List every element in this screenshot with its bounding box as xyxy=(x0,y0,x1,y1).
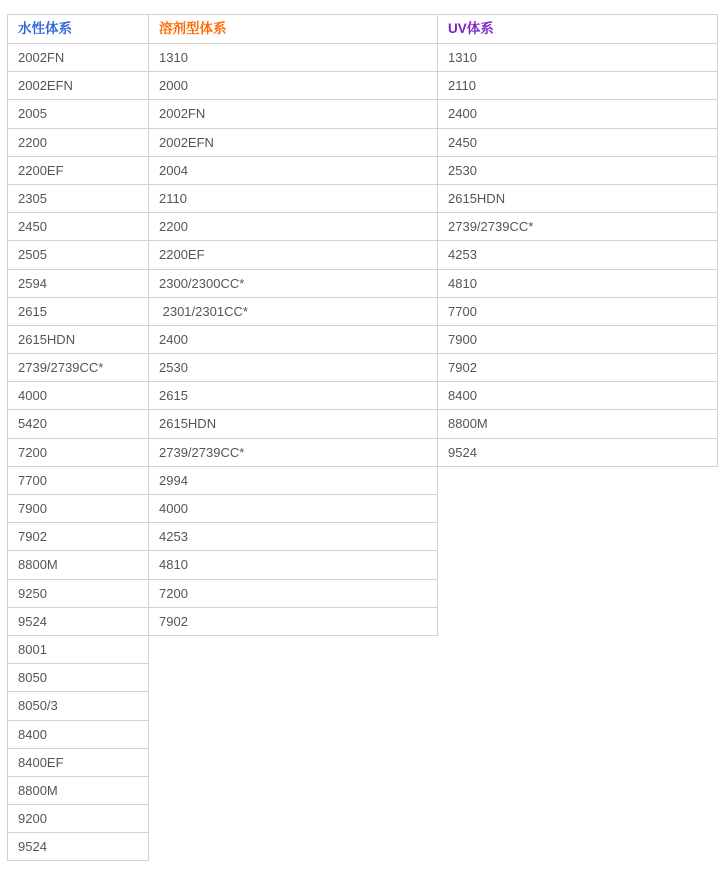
table-cell: 8800M xyxy=(8,551,148,579)
column-water-based xyxy=(7,14,149,861)
table-cell: 4810 xyxy=(438,270,717,298)
table-cell: 1310 xyxy=(438,44,717,72)
table-cell: 4253 xyxy=(149,523,437,551)
table-cell: 9250 xyxy=(8,580,148,608)
table-cell: 2400 xyxy=(149,326,437,354)
table-cell: 7902 xyxy=(438,354,717,382)
table-cell: 1310 xyxy=(149,44,437,72)
table-cell: 9200 xyxy=(8,805,148,833)
table-cell: 2200 xyxy=(149,213,437,241)
table-cell: 2615HDN xyxy=(8,326,148,354)
column-solvent-based xyxy=(148,14,438,636)
table-cell: 7900 xyxy=(8,495,148,523)
table-cell: 2002EFN xyxy=(149,129,437,157)
table-cell: 2615HDN xyxy=(149,410,437,438)
table-cell: 7902 xyxy=(149,608,437,636)
table-cell: 7700 xyxy=(8,467,148,495)
table-cell: 2530 xyxy=(149,354,437,382)
table-cell: 8400 xyxy=(438,382,717,410)
table-cell: 2739/2739CC* xyxy=(438,213,717,241)
table-cell: 2450 xyxy=(8,213,148,241)
table-cell: 8001 xyxy=(8,636,148,664)
table-cell: 2994 xyxy=(149,467,437,495)
column-uv xyxy=(437,14,718,467)
table-cell: 2200 xyxy=(8,129,148,157)
table-cell: 7902 xyxy=(8,523,148,551)
table-cell: 2739/2739CC* xyxy=(149,439,437,467)
table-cell: 2450 xyxy=(438,129,717,157)
table-cell: 4000 xyxy=(149,495,437,523)
table-cell: 2615 xyxy=(8,298,148,326)
column-header-water-based: 水性体系 xyxy=(8,15,148,44)
table-cell: 2110 xyxy=(149,185,437,213)
table-cell: 2505 xyxy=(8,241,148,269)
table-cell: 7700 xyxy=(438,298,717,326)
table-cell: 2301/2301CC* xyxy=(149,298,437,326)
column-header-solvent-based: 溶剂型体系 xyxy=(149,15,437,44)
table-cell: 8800M xyxy=(8,777,148,805)
table-cell: 8400 xyxy=(8,721,148,749)
table-cell: 5420 xyxy=(8,410,148,438)
table-cell: 8050/3 xyxy=(8,692,148,720)
table-cell: 2400 xyxy=(438,100,717,128)
table-cell: 9524 xyxy=(8,608,148,636)
table-cell: 2002FN xyxy=(8,44,148,72)
table-cell: 2594 xyxy=(8,270,148,298)
table-cell: 9524 xyxy=(438,439,717,467)
table-cell: 2002FN xyxy=(149,100,437,128)
table-cell: 2739/2739CC* xyxy=(8,354,148,382)
table-cell: 7900 xyxy=(438,326,717,354)
table-cell: 4810 xyxy=(149,551,437,579)
table-cell: 8400EF xyxy=(8,749,148,777)
table-cell: 8800M xyxy=(438,410,717,438)
table-cell: 2110 xyxy=(438,72,717,100)
table-cell: 7200 xyxy=(149,580,437,608)
table-cell: 7200 xyxy=(8,439,148,467)
table-cell: 4253 xyxy=(438,241,717,269)
table-cell: 2002EFN xyxy=(8,72,148,100)
table-cell: 2200EF xyxy=(149,241,437,269)
table-cell: 9524 xyxy=(8,833,148,861)
table-cell: 2005 xyxy=(8,100,148,128)
table-cell: 2200EF xyxy=(8,157,148,185)
table-cell: 8050 xyxy=(8,664,148,692)
product-systems-table xyxy=(7,14,718,861)
table-cell: 2004 xyxy=(149,157,437,185)
table-cell: 4000 xyxy=(8,382,148,410)
table-cell: 2305 xyxy=(8,185,148,213)
column-header-uv: UV体系 xyxy=(438,15,717,44)
table-cell: 2530 xyxy=(438,157,717,185)
table-cell: 2615 xyxy=(149,382,437,410)
table-cell: 2615HDN xyxy=(438,185,717,213)
table-cell: 2000 xyxy=(149,72,437,100)
table-cell: 2300/2300CC* xyxy=(149,270,437,298)
